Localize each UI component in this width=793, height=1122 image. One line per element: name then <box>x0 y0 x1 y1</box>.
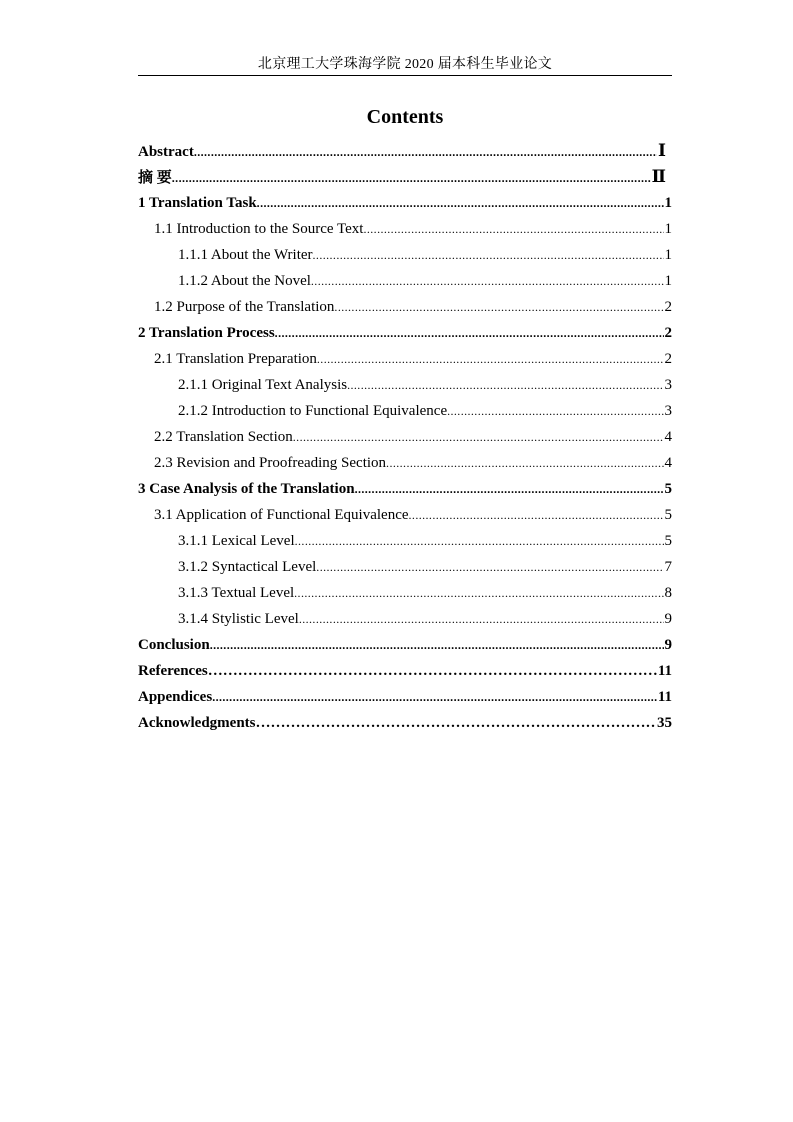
toc-entry[interactable] <box>138 424 672 450</box>
toc-entry-label: Appendices <box>138 689 213 705</box>
toc-entry-page-number: 1 <box>664 221 672 237</box>
toc-entry[interactable] <box>138 580 672 606</box>
running-header: 北京理工大学珠海学院 2020 届本科生毕业论文 <box>257 57 553 72</box>
toc-entry-page-number: 2 <box>664 351 672 367</box>
toc-entry-page-number: 5 <box>664 533 672 549</box>
toc-leader-dots <box>212 684 657 710</box>
toc-entry-label: 3.1.4 Stylistic Level <box>178 611 299 627</box>
toc-entry[interactable] <box>138 398 672 424</box>
toc-entry-page-number: 9 <box>664 637 672 653</box>
toc-entry-label: 2 Translation Process <box>138 325 275 341</box>
toc-entry-label: 2.1.1 Original Text Analysis <box>178 377 348 393</box>
toc-entry-page-number: 1 <box>664 195 672 211</box>
toc-entry-label: 摘 要 <box>138 170 172 186</box>
toc-leader-dots <box>293 424 664 450</box>
toc-entry[interactable] <box>138 294 672 320</box>
toc-entry[interactable] <box>138 190 672 216</box>
header-rule <box>138 75 672 76</box>
table-of-contents <box>138 138 672 736</box>
toc-entry[interactable] <box>138 138 672 164</box>
toc-entry-label: 2.1.2 Introduction to Functional Equivalence <box>178 403 448 419</box>
toc-entry-label: References <box>138 663 208 679</box>
toc-entry[interactable] <box>138 476 672 502</box>
toc-leader-dots <box>294 580 663 606</box>
toc-entry-label: 1 Translation Task <box>138 195 257 211</box>
toc-leader-dots <box>316 554 663 580</box>
toc-entry-label: 2.3 Revision and Proofreading Section <box>154 455 387 471</box>
toc-entry-label: Abstract <box>138 144 194 160</box>
toc-leader-dots <box>447 398 663 424</box>
toc-entry[interactable] <box>138 554 672 580</box>
toc-entry[interactable] <box>138 502 672 528</box>
toc-entry-label: 2.2 Translation Section <box>154 429 293 445</box>
toc-leader-dots <box>210 632 664 658</box>
toc-leader-dots <box>194 139 657 165</box>
toc-entry-page-number: 1 <box>664 247 672 263</box>
toc-entry-label: 1.1.1 About the Writer <box>178 247 313 263</box>
toc-entry[interactable] <box>138 216 672 242</box>
toc-leader-dots <box>313 242 664 268</box>
toc-entry-page-number: 11 <box>657 689 672 705</box>
toc-entry-page-number: 2 <box>664 325 672 341</box>
toc-entry-page-number: 1 <box>664 273 672 289</box>
toc-leader-dots <box>172 165 651 191</box>
toc-entry-page-number: 7 <box>664 559 672 575</box>
toc-entry[interactable] <box>138 606 672 632</box>
toc-entry[interactable] <box>138 450 672 476</box>
toc-leader-dots <box>275 320 664 346</box>
toc-entry-label: Conclusion <box>138 637 210 653</box>
toc-entry-page-number: 35 <box>657 715 672 731</box>
toc-leader-dots <box>347 372 663 398</box>
toc-entry[interactable] <box>138 632 672 658</box>
toc-entry[interactable] <box>138 528 672 554</box>
toc-entry-page-number: 3 <box>664 377 672 393</box>
toc-leader-dots <box>334 294 663 320</box>
toc-entry-page-number: Ⅰ <box>658 141 666 160</box>
toc-entry-page-number: 4 <box>664 455 672 471</box>
toc-entry[interactable] <box>138 164 672 190</box>
toc-entry-page-number: 2 <box>664 299 672 315</box>
toc-entry-label: 3 Case Analysis of the Translation <box>138 481 355 497</box>
toc-entry-label: 2.1 Translation Preparation <box>154 351 317 367</box>
toc-entry[interactable] <box>138 684 672 710</box>
toc-entry-label: Acknowledgments <box>138 715 256 731</box>
toc-leader-dots <box>256 710 656 736</box>
toc-entry[interactable] <box>138 710 672 736</box>
toc-leader-dots <box>311 268 664 294</box>
toc-entry-page-number: 9 <box>664 611 672 627</box>
toc-entry[interactable] <box>138 242 672 268</box>
toc-entry-page-number: 5 <box>664 481 672 497</box>
toc-entry-label: 3.1.1 Lexical Level <box>178 533 295 549</box>
toc-entry-page-number: Ⅱ <box>651 167 666 186</box>
toc-entry[interactable] <box>138 372 672 398</box>
toc-leader-dots <box>208 658 657 684</box>
toc-entry-label: 1.1.2 About the Novel <box>178 273 311 289</box>
contents-title: Contents <box>366 106 444 128</box>
toc-leader-dots <box>317 346 664 372</box>
toc-leader-dots <box>363 216 663 242</box>
toc-leader-dots <box>386 450 663 476</box>
toc-leader-dots <box>355 476 664 502</box>
toc-entry[interactable] <box>138 268 672 294</box>
toc-leader-dots <box>299 606 664 632</box>
toc-entry-label: 1.1 Introduction to the Source Text <box>154 221 364 237</box>
toc-entry-page-number: 3 <box>664 403 672 419</box>
toc-entry-label: 3.1.3 Textual Level <box>178 585 295 601</box>
toc-entry-page-number: 8 <box>664 585 672 601</box>
toc-entry-page-number: 5 <box>664 507 672 523</box>
toc-entry-label: 1.2 Purpose of the Translation <box>154 299 335 315</box>
toc-entry[interactable] <box>138 320 672 346</box>
toc-entry-label: 3.1 Application of Functional Equivalence <box>154 507 409 523</box>
toc-entry-page-number: 4 <box>664 429 672 445</box>
toc-leader-dots <box>257 190 664 216</box>
toc-entry-label: 3.1.2 Syntactical Level <box>178 559 317 575</box>
toc-leader-dots <box>409 502 664 528</box>
toc-leader-dots <box>295 528 664 554</box>
toc-entry[interactable] <box>138 658 672 684</box>
toc-entry[interactable] <box>138 346 672 372</box>
toc-entry-page-number: 11 <box>657 663 672 679</box>
